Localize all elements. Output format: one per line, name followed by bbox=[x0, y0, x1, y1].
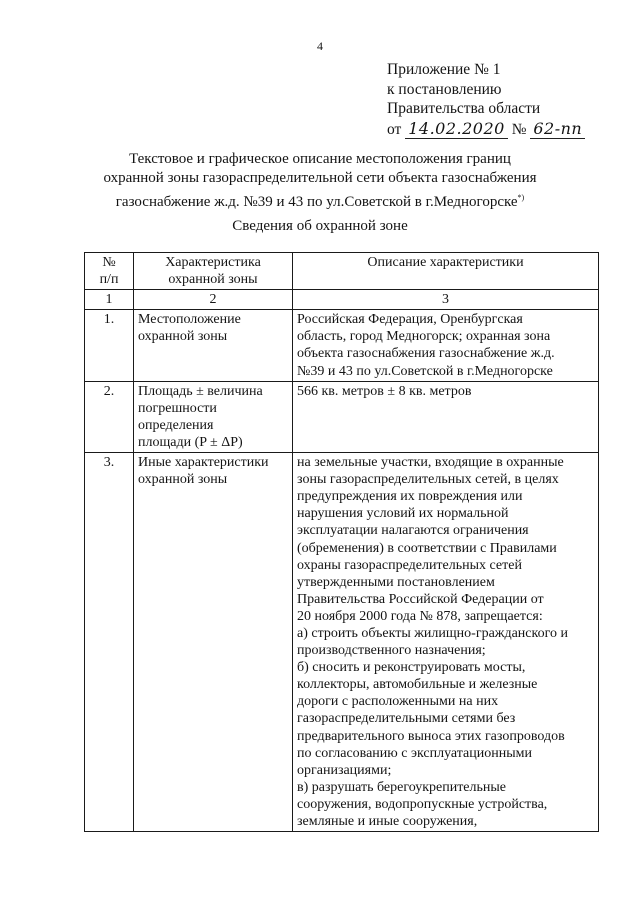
row-characteristic bbox=[134, 381, 293, 452]
description-line: на земельные участки, входящие в охранные bbox=[297, 455, 564, 471]
column-number: 1 bbox=[85, 290, 134, 310]
description-line: (обременения) в соответствии с Правилами bbox=[297, 540, 557, 556]
description-line: утвержденными постановлением bbox=[297, 574, 495, 590]
description-line: зоны газораспределительных сетей, в целях bbox=[297, 472, 559, 488]
row-number: 3. bbox=[85, 453, 134, 832]
description-line: земляные и иные сооружения, bbox=[297, 814, 478, 829]
header-no-line: № bbox=[102, 255, 116, 270]
appendix-block bbox=[387, 60, 585, 139]
appendix-line-1: Приложение № 1 bbox=[387, 61, 501, 78]
characteristic-line: Иные характеристики bbox=[138, 455, 269, 471]
table-body bbox=[85, 310, 599, 832]
title-line-3-text: газоснабжение ж.д. №39 и 43 по ул.Советской в г.Медногорске bbox=[115, 194, 518, 210]
characteristic-line: площади (P ± ΔP) bbox=[138, 434, 243, 450]
description-line: Правительства Российской Федерации от bbox=[297, 591, 544, 607]
title-line-3 bbox=[60, 188, 580, 212]
header-no bbox=[85, 253, 134, 290]
characteristic-line: погрешности bbox=[138, 400, 217, 416]
column-number-row bbox=[85, 290, 599, 310]
title-line-1: Текстовое и графическое описание местоположения границ bbox=[129, 151, 511, 167]
description-line: 20 ноября 2000 года № 878, запрещается: bbox=[297, 608, 543, 624]
description-line: организациями; bbox=[297, 762, 392, 778]
description-line: 566 кв. метров ± 8 кв. метров bbox=[297, 383, 472, 399]
description-line: Российская Федерация, Оренбургская bbox=[297, 312, 523, 328]
date-prefix: от bbox=[387, 120, 402, 138]
description-line: предупреждения их повреждения или bbox=[297, 489, 523, 505]
header-no-line: п/п bbox=[99, 272, 119, 288]
header-description: Описание характеристики bbox=[293, 253, 599, 290]
appendix-line-2: к постановлению bbox=[387, 80, 502, 98]
description-line: газораспределительными сетями без bbox=[297, 711, 516, 727]
description-line: объекта газоснабжения газоснабжение ж.д. bbox=[297, 346, 555, 362]
characteristic-line: определения bbox=[138, 417, 214, 433]
description-line: по согласованию с эксплуатационными bbox=[297, 745, 532, 761]
number-prefix: № bbox=[511, 120, 527, 138]
row-description bbox=[293, 310, 599, 381]
column-number: 3 bbox=[293, 290, 599, 310]
row-description bbox=[293, 381, 599, 452]
page-number: 4 bbox=[317, 39, 323, 53]
description-line: охраны газораспределительных сетей bbox=[297, 557, 522, 573]
characteristic-line: Местоположение bbox=[138, 312, 241, 328]
description-line: коллекторы, автомобильные и железные bbox=[297, 677, 538, 693]
row-characteristic bbox=[134, 453, 293, 832]
appendix-line-3: Правительства области bbox=[387, 100, 541, 117]
header-characteristic-line: Характеристика bbox=[165, 255, 261, 270]
table-row bbox=[85, 453, 599, 832]
row-number: 2. bbox=[85, 381, 134, 452]
table-header-row bbox=[85, 253, 599, 290]
description-line: а) строить объекты жилищно-гражданского и bbox=[297, 625, 568, 641]
characteristic-line: Площадь ± величина bbox=[138, 383, 263, 399]
section-subtitle: Сведения об охранной зоне bbox=[232, 218, 408, 234]
title-line-2: охранной зоны газораспределительной сети объекта газоснабжения bbox=[103, 170, 537, 186]
description-line: в) разрушать берегоукрепительные bbox=[297, 779, 507, 795]
footnote-mark: *) bbox=[517, 193, 525, 202]
description-line: нарушения условий их нормальной bbox=[297, 506, 509, 522]
appendix-date-line bbox=[387, 119, 585, 140]
table-row bbox=[85, 381, 599, 452]
handwritten-number: 62-пп bbox=[530, 119, 585, 139]
characteristic-line: охранной зоны bbox=[138, 329, 228, 345]
description-line: предварительного выноса этих газопроводов bbox=[297, 728, 565, 744]
zone-table bbox=[84, 252, 599, 832]
header-characteristic bbox=[134, 253, 293, 290]
table-row bbox=[85, 310, 599, 381]
document-title bbox=[60, 150, 580, 212]
characteristic-line: охранной зоны bbox=[138, 472, 228, 488]
row-description bbox=[293, 453, 599, 832]
handwritten-date: 14.02.2020 bbox=[405, 119, 508, 139]
description-line: область, город Медногорск; охранная зона bbox=[297, 329, 551, 345]
row-number: 1. bbox=[85, 310, 134, 381]
header-characteristic-line: охранной зоны bbox=[168, 272, 258, 288]
description-line: производственного назначения; bbox=[297, 643, 486, 659]
column-number: 2 bbox=[134, 290, 293, 310]
description-line: б) сносить и реконструировать мосты, bbox=[297, 660, 526, 676]
description-line: эксплуатации налагаются ограничения bbox=[297, 523, 529, 539]
description-line: дороги с расположенными на них bbox=[297, 694, 499, 710]
description-line: №39 и 43 по ул.Советской в г.Медногорске bbox=[297, 363, 553, 379]
description-line: сооружения, водопропускные устройства, bbox=[297, 796, 548, 812]
row-characteristic bbox=[134, 310, 293, 381]
